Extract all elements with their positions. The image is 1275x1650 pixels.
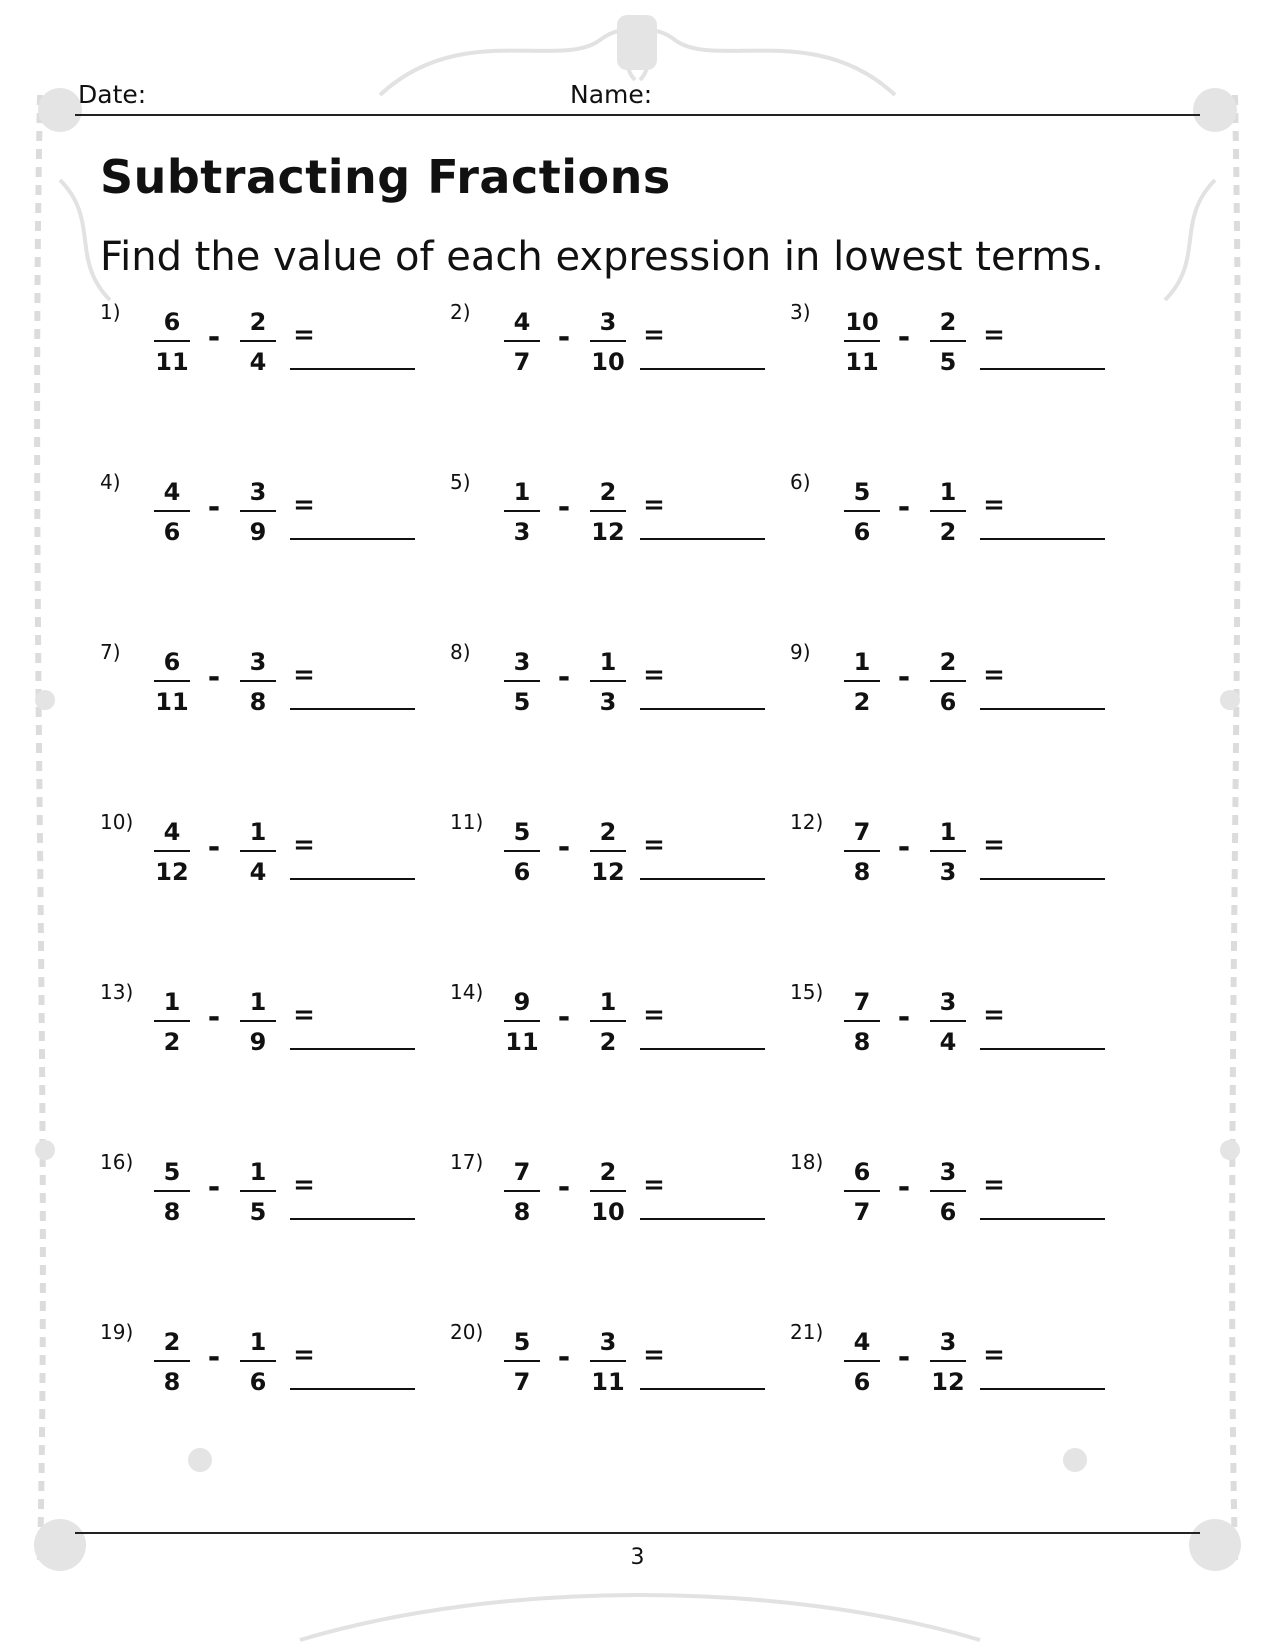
- problem-item: [450, 980, 770, 1080]
- first-fraction: [832, 1156, 892, 1228]
- fraction-denominator: 9: [249, 1028, 267, 1056]
- problem-item: [790, 300, 1110, 400]
- fraction-denominator: 2: [599, 1028, 617, 1056]
- fraction-numerator: 4: [163, 818, 181, 846]
- minus-sign: -: [207, 320, 221, 355]
- fraction-numerator: 2: [249, 308, 267, 336]
- problem-number: 8): [450, 640, 471, 664]
- fraction-denominator: 6: [939, 688, 957, 716]
- fraction-numerator: 5: [513, 1328, 531, 1356]
- answer-blank[interactable]: [640, 1388, 765, 1390]
- fraction-bar: [844, 680, 880, 682]
- answer-blank[interactable]: [980, 878, 1105, 880]
- minus-sign: -: [897, 830, 911, 865]
- fraction-numerator: 6: [853, 1158, 871, 1186]
- answer-blank[interactable]: [290, 538, 415, 540]
- fraction-numerator: 5: [513, 818, 531, 846]
- equals-sign: =: [643, 1170, 665, 1200]
- fraction-bar: [240, 1020, 276, 1022]
- second-fraction: [578, 816, 638, 888]
- fraction-numerator: 1: [939, 818, 957, 846]
- problem-item: [100, 810, 420, 910]
- equals-sign: =: [643, 1000, 665, 1030]
- header-divider: [75, 114, 1200, 116]
- equals-sign: =: [983, 490, 1005, 520]
- fraction-denominator: 11: [505, 1028, 539, 1056]
- problem-item: [790, 470, 1110, 570]
- fraction-bar: [844, 340, 880, 342]
- minus-sign: -: [557, 660, 571, 695]
- answer-blank[interactable]: [290, 708, 415, 710]
- fraction-bar: [590, 850, 626, 852]
- problem-number: 18): [790, 1150, 824, 1174]
- fraction-numerator: 1: [513, 478, 531, 506]
- fraction-bar: [930, 850, 966, 852]
- fraction-bar: [154, 340, 190, 342]
- fraction-numerator: 2: [939, 648, 957, 676]
- answer-blank[interactable]: [290, 1048, 415, 1050]
- fraction-denominator: 3: [599, 688, 617, 716]
- problem-number: 17): [450, 1150, 484, 1174]
- fraction-numerator: 1: [599, 648, 617, 676]
- first-fraction: [492, 1156, 552, 1228]
- fraction-denominator: 3: [939, 858, 957, 886]
- fraction-denominator: 4: [249, 348, 267, 376]
- page-number: 3: [630, 1545, 645, 1570]
- minus-sign: -: [207, 830, 221, 865]
- answer-blank[interactable]: [980, 368, 1105, 370]
- fraction-numerator: 6: [163, 648, 181, 676]
- problem-number: 14): [450, 980, 484, 1004]
- first-fraction: [492, 1326, 552, 1398]
- minus-sign: -: [557, 490, 571, 525]
- problem-number: 15): [790, 980, 824, 1004]
- name-label: Name:: [570, 80, 653, 109]
- minus-sign: -: [557, 320, 571, 355]
- fraction-denominator: 11: [155, 688, 189, 716]
- fraction-bar: [930, 1020, 966, 1022]
- problem-number: 4): [100, 470, 121, 494]
- fraction-bar: [504, 340, 540, 342]
- fraction-denominator: 6: [939, 1198, 957, 1226]
- equals-sign: =: [983, 660, 1005, 690]
- footer-divider: [75, 1532, 1200, 1534]
- problem-number: 21): [790, 1320, 824, 1344]
- equals-sign: =: [983, 1170, 1005, 1200]
- fraction-bar: [590, 510, 626, 512]
- fraction-numerator: 1: [249, 1158, 267, 1186]
- fraction-bar: [240, 1360, 276, 1362]
- problem-item: [790, 640, 1110, 740]
- fraction-numerator: 5: [163, 1158, 181, 1186]
- fraction-bar: [930, 510, 966, 512]
- fraction-denominator: 12: [591, 518, 625, 546]
- equals-sign: =: [643, 660, 665, 690]
- problem-item: [790, 1150, 1110, 1250]
- minus-sign: -: [207, 1170, 221, 1205]
- first-fraction: [832, 306, 892, 378]
- problem-item: [450, 300, 770, 400]
- second-fraction: [918, 306, 978, 378]
- fraction-numerator: 6: [163, 308, 181, 336]
- equals-sign: =: [983, 1340, 1005, 1370]
- fraction-bar: [154, 850, 190, 852]
- equals-sign: =: [983, 1000, 1005, 1030]
- minus-sign: -: [557, 1000, 571, 1035]
- equals-sign: =: [293, 1340, 315, 1370]
- second-fraction: [578, 1326, 638, 1398]
- fraction-numerator: 2: [599, 818, 617, 846]
- first-fraction: [142, 1156, 202, 1228]
- fraction-numerator: 3: [939, 1158, 957, 1186]
- fraction-bar: [240, 680, 276, 682]
- fraction-bar: [504, 510, 540, 512]
- problem-item: [450, 1320, 770, 1420]
- fraction-denominator: 8: [249, 688, 267, 716]
- fraction-bar: [590, 1020, 626, 1022]
- minus-sign: -: [207, 1340, 221, 1375]
- equals-sign: =: [293, 660, 315, 690]
- minus-sign: -: [897, 490, 911, 525]
- second-fraction: [578, 1156, 638, 1228]
- fraction-numerator: 2: [599, 478, 617, 506]
- fraction-denominator: 12: [931, 1368, 965, 1396]
- second-fraction: [578, 986, 638, 1058]
- first-fraction: [142, 1326, 202, 1398]
- problem-number: 1): [100, 300, 121, 324]
- second-fraction: [918, 986, 978, 1058]
- answer-blank[interactable]: [980, 708, 1105, 710]
- fraction-numerator: 2: [599, 1158, 617, 1186]
- fraction-bar: [930, 1360, 966, 1362]
- problem-item: [450, 470, 770, 570]
- problem-number: 3): [790, 300, 811, 324]
- problem-item: [100, 640, 420, 740]
- fraction-bar: [930, 1190, 966, 1192]
- minus-sign: -: [557, 1340, 571, 1375]
- fraction-denominator: 10: [591, 348, 625, 376]
- fraction-numerator: 4: [163, 478, 181, 506]
- fraction-bar: [590, 1360, 626, 1362]
- fraction-numerator: 10: [845, 308, 879, 336]
- problem-item: [100, 470, 420, 570]
- fraction-bar: [844, 1360, 880, 1362]
- first-fraction: [142, 816, 202, 888]
- fraction-denominator: 7: [853, 1198, 871, 1226]
- fraction-denominator: 2: [853, 688, 871, 716]
- answer-blank[interactable]: [290, 1388, 415, 1390]
- fraction-bar: [240, 850, 276, 852]
- fraction-numerator: 5: [853, 478, 871, 506]
- equals-sign: =: [643, 830, 665, 860]
- first-fraction: [832, 476, 892, 548]
- instructions: Find the value of each expression in lowest terms.: [100, 234, 1104, 280]
- second-fraction: [228, 306, 288, 378]
- first-fraction: [832, 986, 892, 1058]
- problem-item: [100, 300, 420, 400]
- fraction-bar: [504, 1190, 540, 1192]
- fraction-denominator: 5: [939, 348, 957, 376]
- fraction-numerator: 9: [513, 988, 531, 1016]
- fraction-bar: [844, 850, 880, 852]
- minus-sign: -: [557, 1170, 571, 1205]
- fraction-bar: [930, 340, 966, 342]
- fraction-denominator: 12: [591, 858, 625, 886]
- fraction-bar: [504, 1360, 540, 1362]
- fraction-bar: [590, 340, 626, 342]
- equals-sign: =: [643, 320, 665, 350]
- fraction-numerator: 1: [249, 1328, 267, 1356]
- fraction-numerator: 1: [249, 988, 267, 1016]
- fraction-numerator: 1: [853, 648, 871, 676]
- fraction-denominator: 12: [155, 858, 189, 886]
- answer-blank[interactable]: [290, 1218, 415, 1220]
- fraction-denominator: 10: [591, 1198, 625, 1226]
- first-fraction: [142, 306, 202, 378]
- fraction-bar: [590, 680, 626, 682]
- second-fraction: [918, 1326, 978, 1398]
- second-fraction: [918, 646, 978, 718]
- first-fraction: [492, 476, 552, 548]
- fraction-bar: [844, 1020, 880, 1022]
- problem-item: [100, 980, 420, 1080]
- problem-item: [100, 1150, 420, 1250]
- answer-blank[interactable]: [640, 708, 765, 710]
- fraction-numerator: 1: [599, 988, 617, 1016]
- fraction-denominator: 11: [845, 348, 879, 376]
- second-fraction: [578, 306, 638, 378]
- first-fraction: [492, 306, 552, 378]
- answer-blank[interactable]: [290, 878, 415, 880]
- fraction-denominator: 8: [163, 1198, 181, 1226]
- fraction-numerator: 3: [599, 1328, 617, 1356]
- minus-sign: -: [897, 1340, 911, 1375]
- fraction-bar: [504, 1020, 540, 1022]
- problem-item: [450, 1150, 770, 1250]
- page-title: Subtracting Fractions: [100, 150, 671, 204]
- answer-blank[interactable]: [980, 1218, 1105, 1220]
- answer-blank[interactable]: [640, 538, 765, 540]
- problem-number: 13): [100, 980, 134, 1004]
- answer-blank[interactable]: [980, 1388, 1105, 1390]
- equals-sign: =: [983, 830, 1005, 860]
- fraction-denominator: 4: [939, 1028, 957, 1056]
- fraction-numerator: 4: [513, 308, 531, 336]
- second-fraction: [228, 476, 288, 548]
- minus-sign: -: [207, 490, 221, 525]
- fraction-bar: [154, 1190, 190, 1192]
- problem-number: 11): [450, 810, 484, 834]
- fraction-denominator: 2: [163, 1028, 181, 1056]
- first-fraction: [142, 476, 202, 548]
- answer-blank[interactable]: [640, 1048, 765, 1050]
- fraction-bar: [504, 850, 540, 852]
- fraction-denominator: 6: [513, 858, 531, 886]
- fraction-numerator: 3: [249, 648, 267, 676]
- minus-sign: -: [897, 1170, 911, 1205]
- fraction-denominator: 5: [249, 1198, 267, 1226]
- first-fraction: [142, 986, 202, 1058]
- fraction-denominator: 7: [513, 1368, 531, 1396]
- problem-item: [450, 810, 770, 910]
- fraction-numerator: 7: [853, 988, 871, 1016]
- fraction-numerator: 3: [513, 648, 531, 676]
- problem-number: 16): [100, 1150, 134, 1174]
- equals-sign: =: [293, 490, 315, 520]
- fraction-numerator: 7: [853, 818, 871, 846]
- fraction-bar: [504, 680, 540, 682]
- equals-sign: =: [643, 490, 665, 520]
- fraction-bar: [844, 510, 880, 512]
- first-fraction: [832, 1326, 892, 1398]
- fraction-bar: [154, 510, 190, 512]
- problem-number: 12): [790, 810, 824, 834]
- problem-number: 9): [790, 640, 811, 664]
- fraction-numerator: 3: [249, 478, 267, 506]
- fraction-bar: [154, 680, 190, 682]
- fraction-numerator: 2: [163, 1328, 181, 1356]
- equals-sign: =: [293, 830, 315, 860]
- fraction-bar: [240, 340, 276, 342]
- fraction-numerator: 2: [939, 308, 957, 336]
- second-fraction: [918, 476, 978, 548]
- second-fraction: [228, 986, 288, 1058]
- second-fraction: [228, 816, 288, 888]
- equals-sign: =: [293, 320, 315, 350]
- problem-number: 19): [100, 1320, 134, 1344]
- fraction-bar: [590, 1190, 626, 1192]
- fraction-bar: [154, 1360, 190, 1362]
- date-label: Date:: [78, 80, 147, 109]
- problem-item: [790, 980, 1110, 1080]
- fraction-bar: [930, 680, 966, 682]
- fraction-numerator: 1: [939, 478, 957, 506]
- second-fraction: [578, 476, 638, 548]
- problem-item: [450, 640, 770, 740]
- equals-sign: =: [643, 1340, 665, 1370]
- minus-sign: -: [897, 1000, 911, 1035]
- answer-blank[interactable]: [980, 1048, 1105, 1050]
- fraction-numerator: 3: [939, 988, 957, 1016]
- second-fraction: [228, 1326, 288, 1398]
- problem-number: 2): [450, 300, 471, 324]
- equals-sign: =: [293, 1170, 315, 1200]
- problem-item: [100, 1320, 420, 1420]
- second-fraction: [228, 1156, 288, 1228]
- fraction-numerator: 3: [599, 308, 617, 336]
- first-fraction: [492, 646, 552, 718]
- minus-sign: -: [897, 660, 911, 695]
- fraction-denominator: 3: [513, 518, 531, 546]
- fraction-denominator: 6: [853, 518, 871, 546]
- fraction-numerator: 7: [513, 1158, 531, 1186]
- fraction-denominator: 8: [853, 1028, 871, 1056]
- answer-blank[interactable]: [640, 368, 765, 370]
- second-fraction: [578, 646, 638, 718]
- answer-blank[interactable]: [640, 878, 765, 880]
- minus-sign: -: [207, 660, 221, 695]
- second-fraction: [918, 1156, 978, 1228]
- fraction-denominator: 6: [853, 1368, 871, 1396]
- fraction-denominator: 7: [513, 348, 531, 376]
- fraction-denominator: 6: [163, 518, 181, 546]
- first-fraction: [832, 816, 892, 888]
- first-fraction: [832, 646, 892, 718]
- problem-item: [790, 810, 1110, 910]
- problem-number: 5): [450, 470, 471, 494]
- fraction-denominator: 11: [155, 348, 189, 376]
- problem-number: 20): [450, 1320, 484, 1344]
- problem-item: [790, 1320, 1110, 1420]
- fraction-denominator: 8: [513, 1198, 531, 1226]
- equals-sign: =: [983, 320, 1005, 350]
- fraction-numerator: 1: [249, 818, 267, 846]
- problem-number: 7): [100, 640, 121, 664]
- fraction-bar: [844, 1190, 880, 1192]
- equals-sign: =: [293, 1000, 315, 1030]
- first-fraction: [142, 646, 202, 718]
- fraction-bar: [154, 1020, 190, 1022]
- fraction-denominator: 6: [249, 1368, 267, 1396]
- minus-sign: -: [557, 830, 571, 865]
- second-fraction: [918, 816, 978, 888]
- fraction-denominator: 5: [513, 688, 531, 716]
- minus-sign: -: [897, 320, 911, 355]
- minus-sign: -: [207, 1000, 221, 1035]
- fraction-denominator: 9: [249, 518, 267, 546]
- fraction-numerator: 3: [939, 1328, 957, 1356]
- problem-number: 6): [790, 470, 811, 494]
- fraction-numerator: 1: [163, 988, 181, 1016]
- problem-number: 10): [100, 810, 134, 834]
- fraction-denominator: 4: [249, 858, 267, 886]
- fraction-bar: [240, 1190, 276, 1192]
- second-fraction: [228, 646, 288, 718]
- fraction-denominator: 8: [853, 858, 871, 886]
- first-fraction: [492, 816, 552, 888]
- fraction-denominator: 8: [163, 1368, 181, 1396]
- fraction-numerator: 4: [853, 1328, 871, 1356]
- first-fraction: [492, 986, 552, 1058]
- answer-blank[interactable]: [980, 538, 1105, 540]
- fraction-denominator: 2: [939, 518, 957, 546]
- fraction-bar: [240, 510, 276, 512]
- fraction-denominator: 11: [591, 1368, 625, 1396]
- answer-blank[interactable]: [290, 368, 415, 370]
- answer-blank[interactable]: [640, 1218, 765, 1220]
